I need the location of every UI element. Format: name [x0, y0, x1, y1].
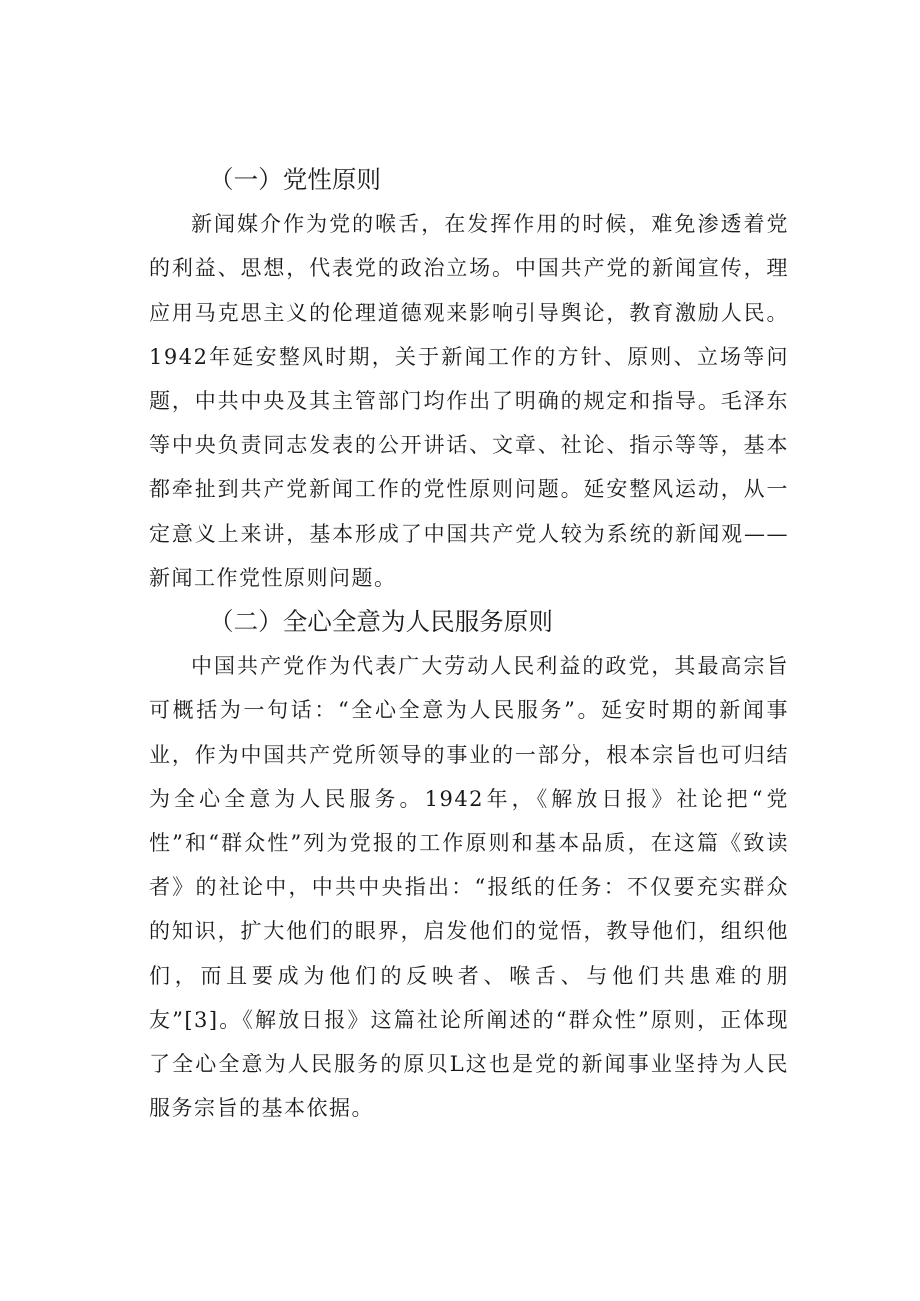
- section-heading-party-spirit: （一）党性原则: [209, 165, 381, 194]
- section-heading-serve-people: （二）全心全意为人民服务原则: [209, 607, 553, 637]
- document-body: [149, 158, 789, 1130]
- paragraph-serve-people: 中国共产党作为代表广大劳动人民利益的政党，其最高宗旨可概括为一句话：“全心全意为人民服务”。延安时期的新闻事业，作为中国共产党所领导的事业的一部分，根本宗旨也可归结为全心全意为人民服务。1942年，《解放日报》社论把“党性”和“群众性”列为党报的工作原则和基本品质，在这篇《致读者》的社论中，中共中央指出：“报纸的任务：不仅要充实群众的知识，扩大他们的眼界，启发他们的觉悟，教导他们，组织他们，而且要成为他们的反映者、喉舌、与他们共患难的朋友”[3]。《解放日报》这篇社论所阐述的“群众性”原则，正体现了全心全意为人民服务的原贝L这也是党的新闻事业坚持为人民服务宗旨的基本依据。: [149, 654, 789, 1121]
- paragraph-party-spirit: 新闻媒介作为党的喉舌，在发挥作用的时候，难免渗透着党的利益、思想，代表党的政治立场。中国共产党的新闻宣传，理应用马克思主义的伦理道德观来影响引导舆论，教育激励人民。1942年延安整风时期，关于新闻工作的方针、原则、立场等问题，中共中央及其主管部门均作出了明确的规定和指导。毛泽东等中央负责同志发表的公开讲话、文章、社论、指示等等，基本都牵扯到共产党新闻工作的党性原则问题。延安整风运动，从一定意义上来讲，基本形成了中国共产党人较为系统的新闻观——新闻工作党性原则问题。: [149, 212, 789, 590]
